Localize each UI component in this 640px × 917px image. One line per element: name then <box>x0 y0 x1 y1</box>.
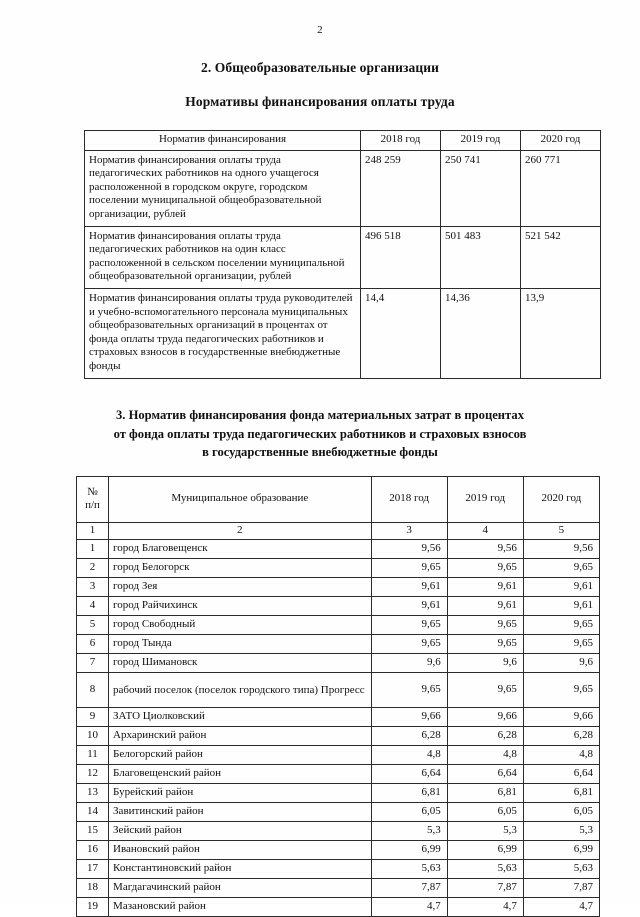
municipality-name: город Тында <box>109 635 372 654</box>
table-row <box>85 226 601 288</box>
municipality-name: Архаринский район <box>109 727 372 746</box>
table-row <box>77 860 600 879</box>
value-2018: 6,99 <box>371 841 447 860</box>
value-2020: 5,3 <box>523 822 599 841</box>
value-2018: 14,4 <box>361 288 441 378</box>
section-3-heading-line-1: 3. Норматив финансирования фонда материальных затрат в процентах <box>115 408 524 422</box>
value-2019: 9,66 <box>447 708 523 727</box>
column-header-2019: 2019 год <box>447 477 523 523</box>
value-2019: 7,87 <box>447 879 523 898</box>
column-header-number <box>77 477 109 523</box>
value-2020: 521 542 <box>521 226 601 288</box>
value-2020: 9,6 <box>523 654 599 673</box>
value-2019: 250 741 <box>441 150 521 226</box>
norm-description: Норматив финансирования оплаты труда педагогических работников на одного учащегося расположенной в городском округе, городском поселении муниципальной общеобразовательной организации, рублей <box>85 150 361 226</box>
column-header-2020: 2020 год <box>523 477 599 523</box>
row-number: 17 <box>77 860 109 879</box>
value-2018: 9,66 <box>371 708 447 727</box>
value-2020: 6,28 <box>523 727 599 746</box>
table-row <box>77 597 600 616</box>
value-2020: 4,7 <box>523 898 599 917</box>
value-2018: 9,56 <box>371 540 447 559</box>
municipality-name: ЗАТО Циолковский <box>109 708 372 727</box>
municipality-name: Завитинский район <box>109 803 372 822</box>
column-index-4: 4 <box>447 523 523 540</box>
value-2020: 9,66 <box>523 708 599 727</box>
value-2018: 9,65 <box>371 616 447 635</box>
value-2018: 6,64 <box>371 765 447 784</box>
table-row <box>77 727 600 746</box>
column-header-2020: 2020 год <box>521 131 601 151</box>
value-2018: 7,87 <box>371 879 447 898</box>
value-2019: 9,65 <box>447 559 523 578</box>
municipality-name: Магдагачинский район <box>109 879 372 898</box>
municipalities-table <box>76 476 600 917</box>
table-row <box>85 288 601 378</box>
column-index-row <box>77 523 600 540</box>
table-row <box>77 635 600 654</box>
column-header-number-line-2: п/п <box>85 499 100 511</box>
value-2020: 6,64 <box>523 765 599 784</box>
section-3-heading-line-2: от фонда оплаты труда педагогических работников и страховых взносов <box>113 426 527 441</box>
value-2019: 9,65 <box>447 635 523 654</box>
value-2020: 6,05 <box>523 803 599 822</box>
row-number: 2 <box>77 559 109 578</box>
row-number: 10 <box>77 727 109 746</box>
column-index-3: 3 <box>371 523 447 540</box>
value-2019: 5,3 <box>447 822 523 841</box>
section-2-heading: 2. Общеобразовательные организации <box>201 60 439 75</box>
value-2019: 14,36 <box>441 288 521 378</box>
value-2019: 6,99 <box>447 841 523 860</box>
value-2018: 9,6 <box>371 654 447 673</box>
column-header-2018: 2018 год <box>371 477 447 523</box>
table-header-row <box>77 477 600 523</box>
table-row <box>77 559 600 578</box>
value-2020: 9,65 <box>523 673 599 708</box>
municipality-name: город Белогорск <box>109 559 372 578</box>
value-2020: 9,61 <box>523 578 599 597</box>
norm-description: Норматив финансирования оплаты труда педагогических работников на один класс расположенной в сельском поселении муниципальной общеобразовательной организации, рублей <box>85 226 361 288</box>
value-2018: 9,61 <box>371 578 447 597</box>
financing-norms-table <box>84 130 601 379</box>
value-2018: 9,65 <box>371 673 447 708</box>
municipality-name: рабочий поселок (поселок городского типа) Прогресс <box>109 673 372 708</box>
row-number: 3 <box>77 578 109 597</box>
row-number: 11 <box>77 746 109 765</box>
row-number: 13 <box>77 784 109 803</box>
table-row <box>77 879 600 898</box>
column-header-municipality: Муниципальное образование <box>109 477 372 523</box>
value-2019: 4,8 <box>447 746 523 765</box>
row-number: 9 <box>77 708 109 727</box>
column-index-1: 1 <box>77 523 109 540</box>
column-header-2019: 2019 год <box>441 131 521 151</box>
table-row <box>77 708 600 727</box>
row-number: 18 <box>77 879 109 898</box>
value-2020: 9,61 <box>523 597 599 616</box>
value-2018: 5,3 <box>371 822 447 841</box>
value-2020: 13,9 <box>521 288 601 378</box>
value-2019: 9,65 <box>447 673 523 708</box>
municipality-name: город Райчихинск <box>109 597 372 616</box>
municipality-name: Зейский район <box>109 822 372 841</box>
municipality-name: Ивановский район <box>109 841 372 860</box>
municipality-name: Бурейский район <box>109 784 372 803</box>
value-2019: 6,28 <box>447 727 523 746</box>
value-2019: 9,56 <box>447 540 523 559</box>
value-2020: 9,56 <box>523 540 599 559</box>
value-2020: 5,63 <box>523 860 599 879</box>
table-row <box>77 746 600 765</box>
row-number: 15 <box>77 822 109 841</box>
value-2018: 496 518 <box>361 226 441 288</box>
municipality-name: город Зея <box>109 578 372 597</box>
table-row <box>77 841 600 860</box>
column-header-norm: Норматив финансирования <box>85 131 361 151</box>
municipality-name: Белогорский район <box>109 746 372 765</box>
column-header-number-line-1: № <box>87 485 98 498</box>
section-3-heading <box>44 406 596 462</box>
table-row <box>77 765 600 784</box>
value-2018: 9,65 <box>371 635 447 654</box>
page-number: 2 <box>317 24 323 36</box>
municipality-name: город Шимановск <box>109 654 372 673</box>
value-2019: 6,05 <box>447 803 523 822</box>
table-row <box>77 784 600 803</box>
value-2019: 5,63 <box>447 860 523 879</box>
table-row <box>77 822 600 841</box>
municipality-name: Константиновский район <box>109 860 372 879</box>
municipality-name: город Свободный <box>109 616 372 635</box>
value-2020: 9,65 <box>523 635 599 654</box>
row-number: 5 <box>77 616 109 635</box>
value-2019: 6,64 <box>447 765 523 784</box>
column-index-2: 2 <box>109 523 372 540</box>
row-number: 7 <box>77 654 109 673</box>
value-2018: 6,81 <box>371 784 447 803</box>
value-2018: 9,61 <box>371 597 447 616</box>
table-row <box>77 673 600 708</box>
row-number: 4 <box>77 597 109 616</box>
value-2018: 4,7 <box>371 898 447 917</box>
value-2020: 7,87 <box>523 879 599 898</box>
value-2020: 6,81 <box>523 784 599 803</box>
section-3-heading-line-3: в государственные внебюджетные фонды <box>202 445 438 459</box>
value-2019: 6,81 <box>447 784 523 803</box>
table-row <box>77 578 600 597</box>
value-2018: 6,05 <box>371 803 447 822</box>
table-header-row <box>85 131 601 151</box>
table-row <box>77 898 600 917</box>
value-2019: 9,61 <box>447 597 523 616</box>
column-header-2018: 2018 год <box>361 131 441 151</box>
value-2020: 9,65 <box>523 616 599 635</box>
value-2019: 9,61 <box>447 578 523 597</box>
column-index-5: 5 <box>523 523 599 540</box>
value-2020: 6,99 <box>523 841 599 860</box>
table-row <box>77 540 600 559</box>
table-row <box>77 616 600 635</box>
norm-description: Норматив финансирования оплаты труда руководителей и учебно-вспомогательного персонала муниципальных общеобразовательных организаций в процентах от фонда оплаты труда педагогических работников и страховых взносов в государственные внебюджетные фонды <box>85 288 361 378</box>
row-number: 19 <box>77 898 109 917</box>
value-2018: 248 259 <box>361 150 441 226</box>
value-2018: 9,65 <box>371 559 447 578</box>
value-2018: 4,8 <box>371 746 447 765</box>
value-2019: 501 483 <box>441 226 521 288</box>
value-2020: 9,65 <box>523 559 599 578</box>
table-row <box>85 150 601 226</box>
value-2020: 260 771 <box>521 150 601 226</box>
value-2019: 9,65 <box>447 616 523 635</box>
row-number: 1 <box>77 540 109 559</box>
row-number: 6 <box>77 635 109 654</box>
row-number: 16 <box>77 841 109 860</box>
municipality-name: Благовещенский район <box>109 765 372 784</box>
section-2-subheading: Нормативы финансирования оплаты труда <box>185 94 455 109</box>
municipality-name: Мазановский район <box>109 898 372 917</box>
value-2020: 4,8 <box>523 746 599 765</box>
row-number: 14 <box>77 803 109 822</box>
value-2019: 9,6 <box>447 654 523 673</box>
row-number: 8 <box>77 673 109 708</box>
value-2018: 6,28 <box>371 727 447 746</box>
row-number: 12 <box>77 765 109 784</box>
value-2019: 4,7 <box>447 898 523 917</box>
table-row <box>77 803 600 822</box>
municipality-name: город Благовещенск <box>109 540 372 559</box>
value-2018: 5,63 <box>371 860 447 879</box>
table-row <box>77 654 600 673</box>
